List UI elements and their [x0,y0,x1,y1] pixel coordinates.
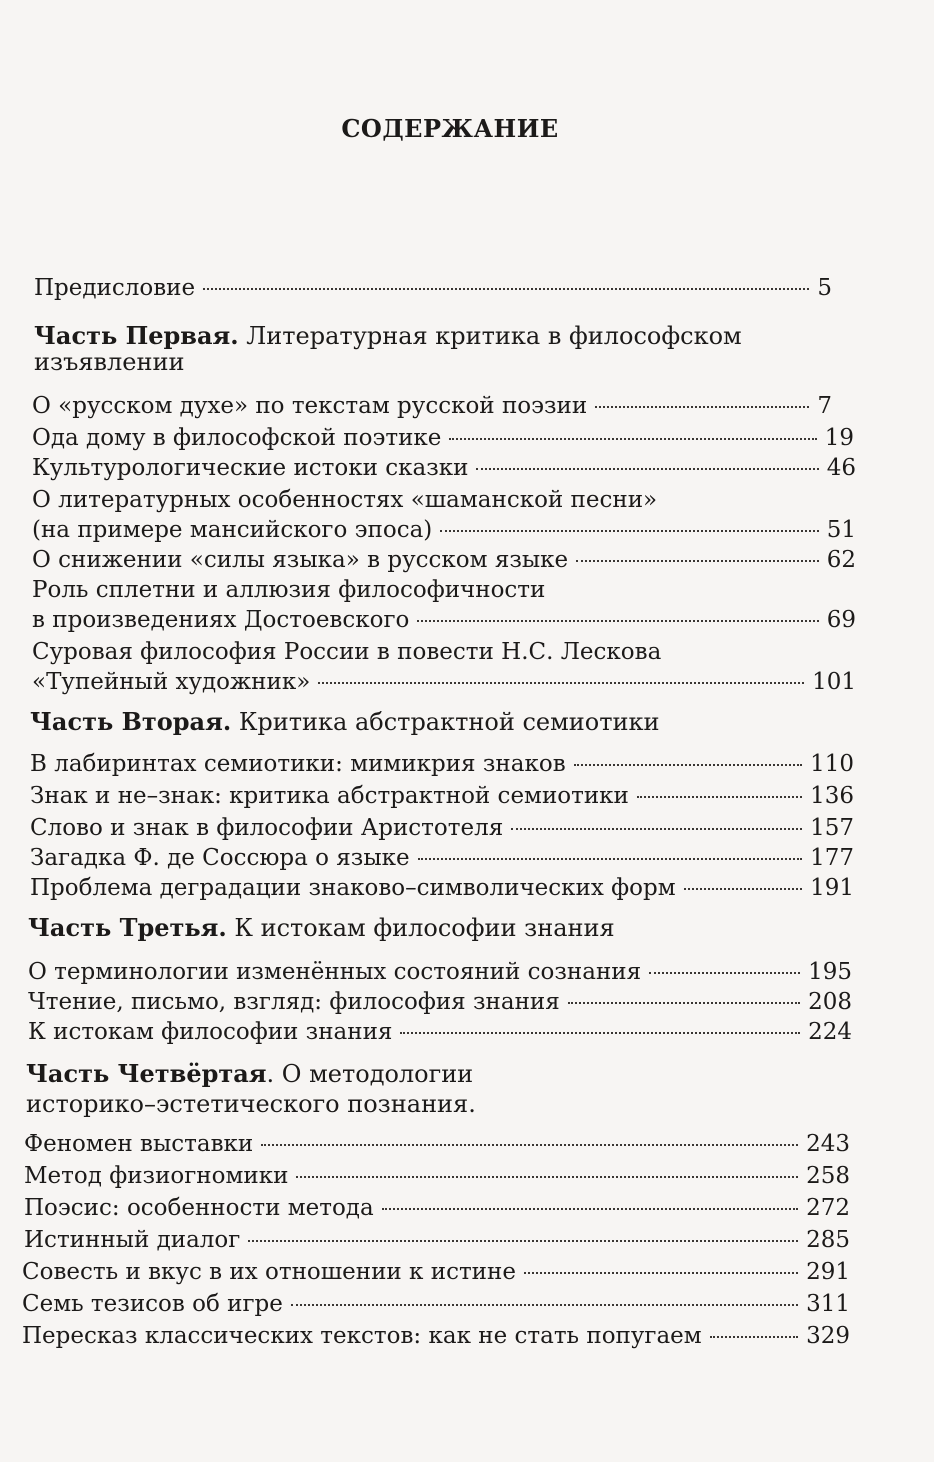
entry-title: Проблема деградации знаково–символических форм [30,875,676,901]
dot-leader [318,682,804,684]
dot-leader [417,620,818,622]
page-title: СОДЕРЖАНИЕ [341,114,559,143]
toc-entry [30,750,854,778]
entry-page: 19 [824,425,854,451]
entry-title: Поэсис: особенности метода [24,1195,374,1221]
entry-title-line1: Роль сплетни и аллюзия философичности [32,577,546,603]
dot-leader [595,406,809,408]
dot-leader [418,858,802,860]
entry-page: 243 [806,1131,850,1157]
toc-entry [32,606,856,634]
dot-leader [440,530,818,532]
entry-title: О терминологии изменённых состояний сознания [28,959,642,985]
entry-page: 208 [808,989,852,1015]
entry-page: 5 [817,275,832,301]
dot-leader [524,1272,798,1274]
entry-page: 62 [826,547,856,573]
toc-entry [32,392,832,420]
entry-page: 136 [810,783,854,809]
toc-entry-preface [34,274,832,302]
part-label: Часть Третья. [28,913,227,942]
dot-leader [710,1336,798,1338]
entry-page: 177 [810,845,854,871]
entry-title: в произведениях Достоевского [32,607,410,633]
dot-leader [576,560,819,562]
entry-page: 224 [808,1019,852,1045]
part-title: Критика абстрактной семиотики [231,708,660,736]
toc-entry [32,424,854,452]
entry-title: Истинный диалог [24,1227,241,1253]
entry-title: Чтение, письмо, взгляд: философия знания [28,989,560,1015]
part-heading [28,914,615,942]
toc-entry [30,844,854,872]
toc-entry [32,454,856,482]
entry-page: 285 [806,1227,850,1253]
entry-page: 157 [810,815,854,841]
entry-title: Знак и не–знак: критика абстрактной семиотики [30,783,629,809]
toc-entry [32,516,856,544]
toc-entry [24,1130,850,1158]
entry-page: 110 [810,751,854,777]
entry-page: 258 [806,1163,850,1189]
dot-leader [248,1240,798,1242]
entry-page: 272 [806,1195,850,1221]
entry-page: 69 [826,607,856,633]
toc-entry [32,668,856,696]
part-label: Часть Первая. [34,321,239,350]
dot-leader [203,288,809,290]
toc-entry [22,1258,850,1286]
entry-page: 195 [808,959,852,985]
toc-entry [24,1194,850,1222]
part-heading [26,1060,473,1088]
entry-title: Ода дому в философской поэтике [32,425,442,451]
part-heading-line2: историко–эстетического познания. [26,1090,476,1118]
dot-leader [382,1208,798,1210]
entry-page: 51 [826,517,856,543]
part-heading [30,708,659,736]
dot-leader [261,1144,798,1146]
entry-page: 46 [826,455,856,481]
toc-entry [24,1162,850,1190]
dot-leader [637,796,802,798]
entry-title: (на примере мансийского эпоса) [32,517,433,543]
part-label: Часть Четвёртая [26,1059,267,1088]
dot-leader [574,764,802,766]
entry-title: О «русском духе» по текстам русской поэзии [32,393,588,419]
entry-title: Пересказ классических текстов: как не стать попугаем [22,1323,702,1349]
toc-entry [22,1322,850,1350]
entry-title-line1: Суровая философия России в повести Н.С. Лескова [32,639,662,665]
entry-title: Загадка Ф. де Соссюра о языке [30,845,410,871]
toc-entry [28,988,852,1016]
entry-title: Совесть и вкус в их отношении к истине [22,1259,516,1285]
toc-entry [22,1290,850,1318]
entry-page: 291 [806,1259,850,1285]
part-heading [34,322,742,350]
entry-title: Культурологические истоки сказки [32,455,469,481]
entry-title: Феномен выставки [24,1131,254,1157]
part-title: . О методологии [266,1060,474,1088]
toc-entry [30,782,854,810]
dot-leader [649,972,800,974]
entry-title: Предисловие [34,275,196,301]
dot-leader [476,468,818,470]
dot-leader [449,438,816,440]
entry-title: Слово и знак в философии Аристотеля [30,815,504,841]
toc-entry [32,546,856,574]
toc-entry [28,958,852,986]
entry-page: 101 [812,669,856,695]
entry-title-line1: О литературных особенностях «шаманской песни» [32,487,658,513]
entry-page: 329 [806,1323,850,1349]
part-heading-line2: изъявлении [34,348,185,376]
dot-leader [568,1002,800,1004]
entry-title: В лабиринтах семиотики: мимикрия знаков [30,751,566,777]
entry-title: Метод физиогномики [24,1163,289,1189]
dot-leader [511,828,802,830]
entry-title: Семь тезисов об игре [22,1291,283,1317]
dot-leader [684,888,802,890]
toc-entry [30,814,854,842]
part-title: К истокам философии знания [226,914,615,942]
entry-page: 311 [806,1291,850,1317]
part-title: Литературная критика в философском [238,322,742,350]
toc-entry [30,874,854,902]
part-label: Часть Вторая. [30,707,232,736]
entry-title: «Тупейный художник» [32,669,311,695]
entry-page: 7 [817,393,832,419]
dot-leader [296,1176,798,1178]
toc-entry [24,1226,850,1254]
toc-entry [28,1018,852,1046]
entry-title: О снижении «силы языка» в русском языке [32,547,569,573]
dot-leader [400,1032,800,1034]
entry-page: 191 [810,875,854,901]
dot-leader [291,1304,798,1306]
entry-title: К истокам философии знания [28,1019,393,1045]
